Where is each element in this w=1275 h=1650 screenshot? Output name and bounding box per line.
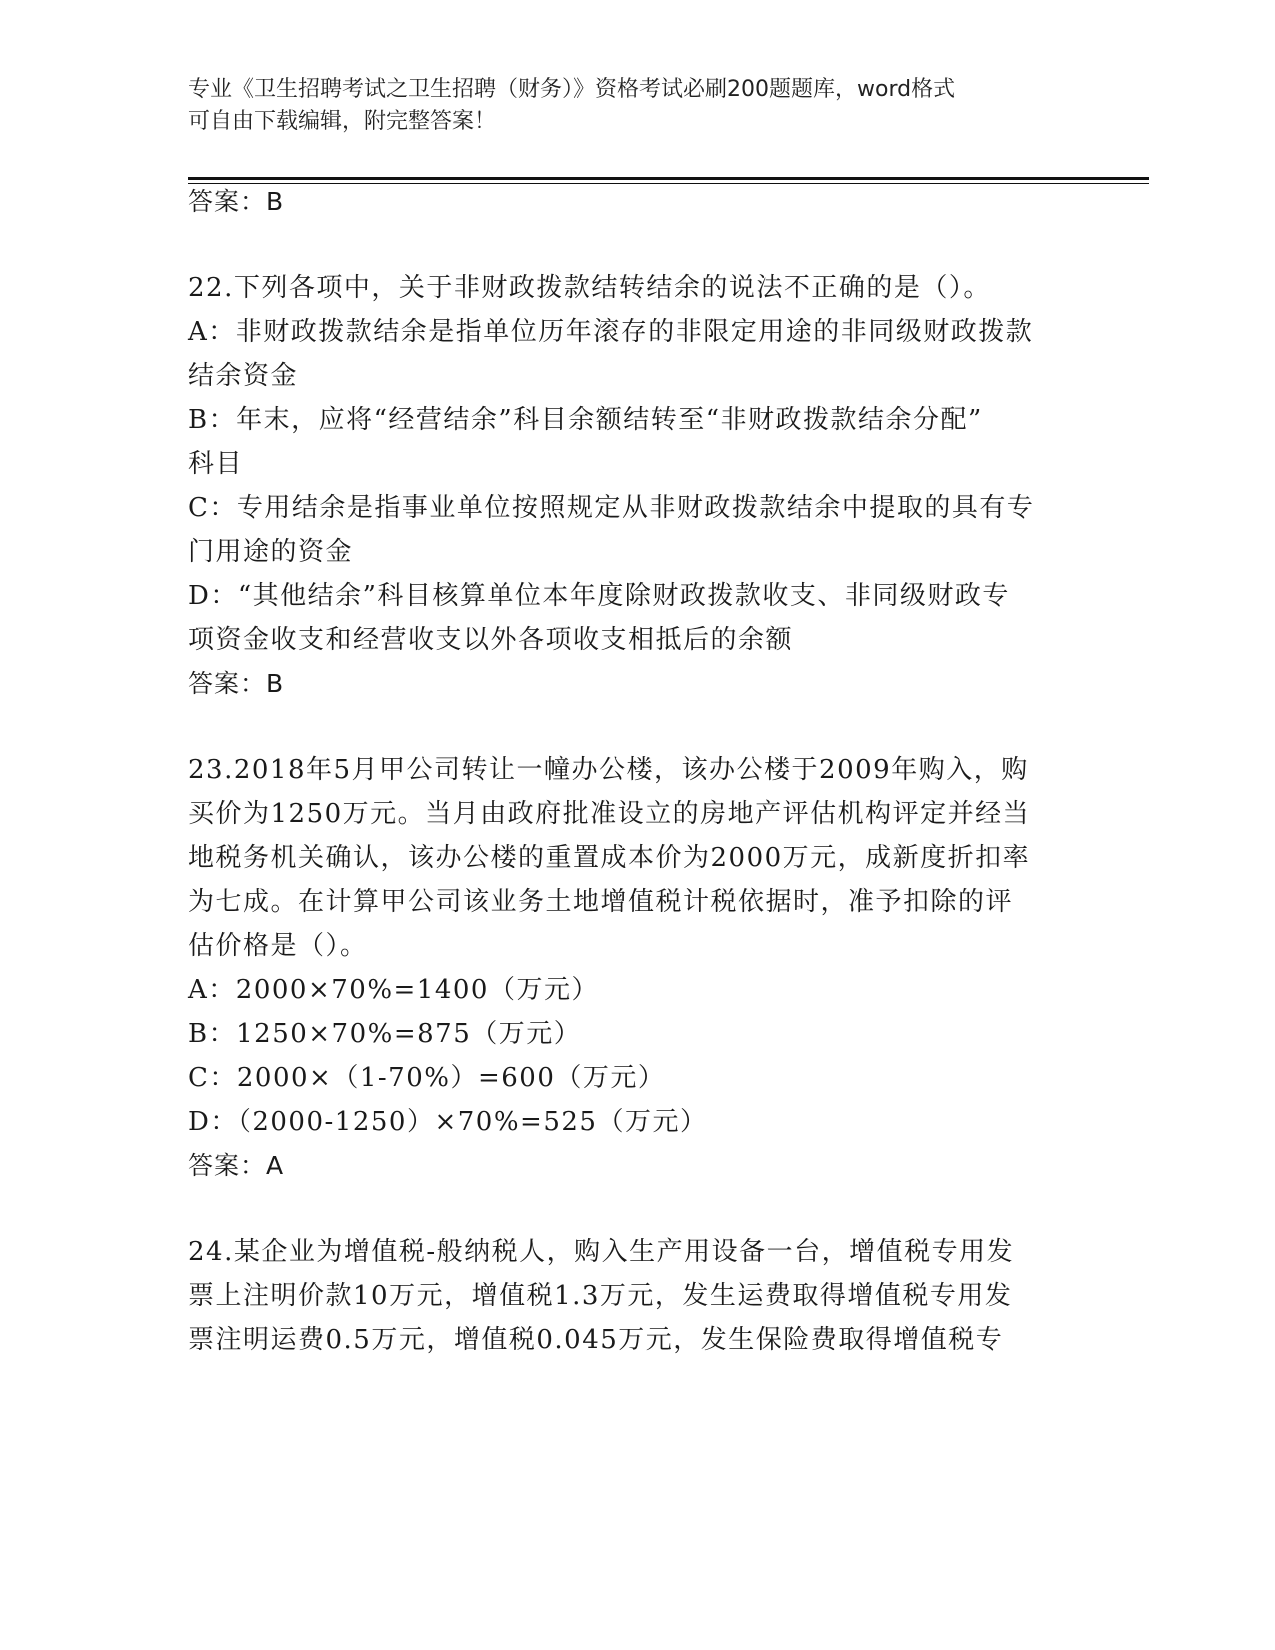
q23-stem-line-3: 地税务机关确认，该办公楼的重置成本价为2000万元，成新度折扣率 <box>188 843 1031 873</box>
q23-stem-line-5: 估价格是（）。 <box>188 931 368 961</box>
q22-option-a: A：非财政拨款结余是指单位历年滚存的非限定用途的非同级财政拨款 <box>188 317 1034 347</box>
q23-option-a: A：2000×70%=1400（万元） <box>188 975 599 1005</box>
q22-answer: 答案：B <box>188 669 285 698</box>
q23-stem-line-4: 为七成。在计算甲公司该业务土地增值税计税依据时，准予扣除的评 <box>188 887 1014 917</box>
q22-option-b: B：年末，应将“经营结余”科目余额结转至“非财政拨款结余分配” <box>188 405 983 435</box>
q24-stem-line-1: 24.某企业为增值税-般纳税人，购入生产用设备一台，增值税专用发 <box>188 1237 1015 1267</box>
q24-stem-line-3: 票注明运费0.5万元，增值税0.045万元，发生保险费取得增值税专 <box>188 1325 1004 1355</box>
q22-option-c: C：专用结余是指事业单位按照规定从非财政拨款结余中提取的具有专 <box>188 493 1035 523</box>
q22-option-a-cont: 结余资金 <box>188 361 299 391</box>
q22-option-c-cont: 门用途的资金 <box>188 537 354 567</box>
q22-stem: 22.下列各项中，关于非财政拨款结转结余的说法不正确的是（）。 <box>188 273 991 303</box>
header-title-line-2: 可自由下载编辑，附完整答案！ <box>188 109 497 134</box>
header-title-line-1: 专业《卫生招聘考试之卫生招聘（财务）》资格考试必刷200题题库，word格式 <box>188 77 956 102</box>
q22-option-d: D：“其他结余”科目核算单位本年度除财政拨款收支、非同级财政专 <box>188 581 1010 611</box>
previous-answer: 答案：B <box>188 187 285 216</box>
q23-option-b: B：1250×70%=875（万元） <box>188 1019 582 1049</box>
q23-stem-line-2: 买价为1250万元。当月由政府批准设立的房地产评估机构评定并经当 <box>188 799 1031 829</box>
q22-option-d-cont: 项资金收支和经营收支以外各项收支相抵后的余额 <box>188 625 794 655</box>
q23-answer: 答案：A <box>188 1151 285 1180</box>
q23-stem-line-1: 23.2018年5月甲公司转让一幢办公楼，该办公楼于2009年购入，购 <box>188 755 1029 785</box>
q24-stem-line-2: 票上注明价款10万元，增值税1.3万元，发生运费取得增值税专用发 <box>188 1281 1013 1311</box>
page-header <box>188 74 1068 138</box>
q22-option-b-cont: 科目 <box>188 449 244 479</box>
q23-option-d: D：（2000-1250）×70%=525（万元） <box>188 1107 708 1137</box>
header-rule-thin <box>188 183 1149 184</box>
q23-option-c: C：2000×（1-70%）=600（万元） <box>188 1063 666 1093</box>
header-rule-thick <box>188 177 1149 180</box>
